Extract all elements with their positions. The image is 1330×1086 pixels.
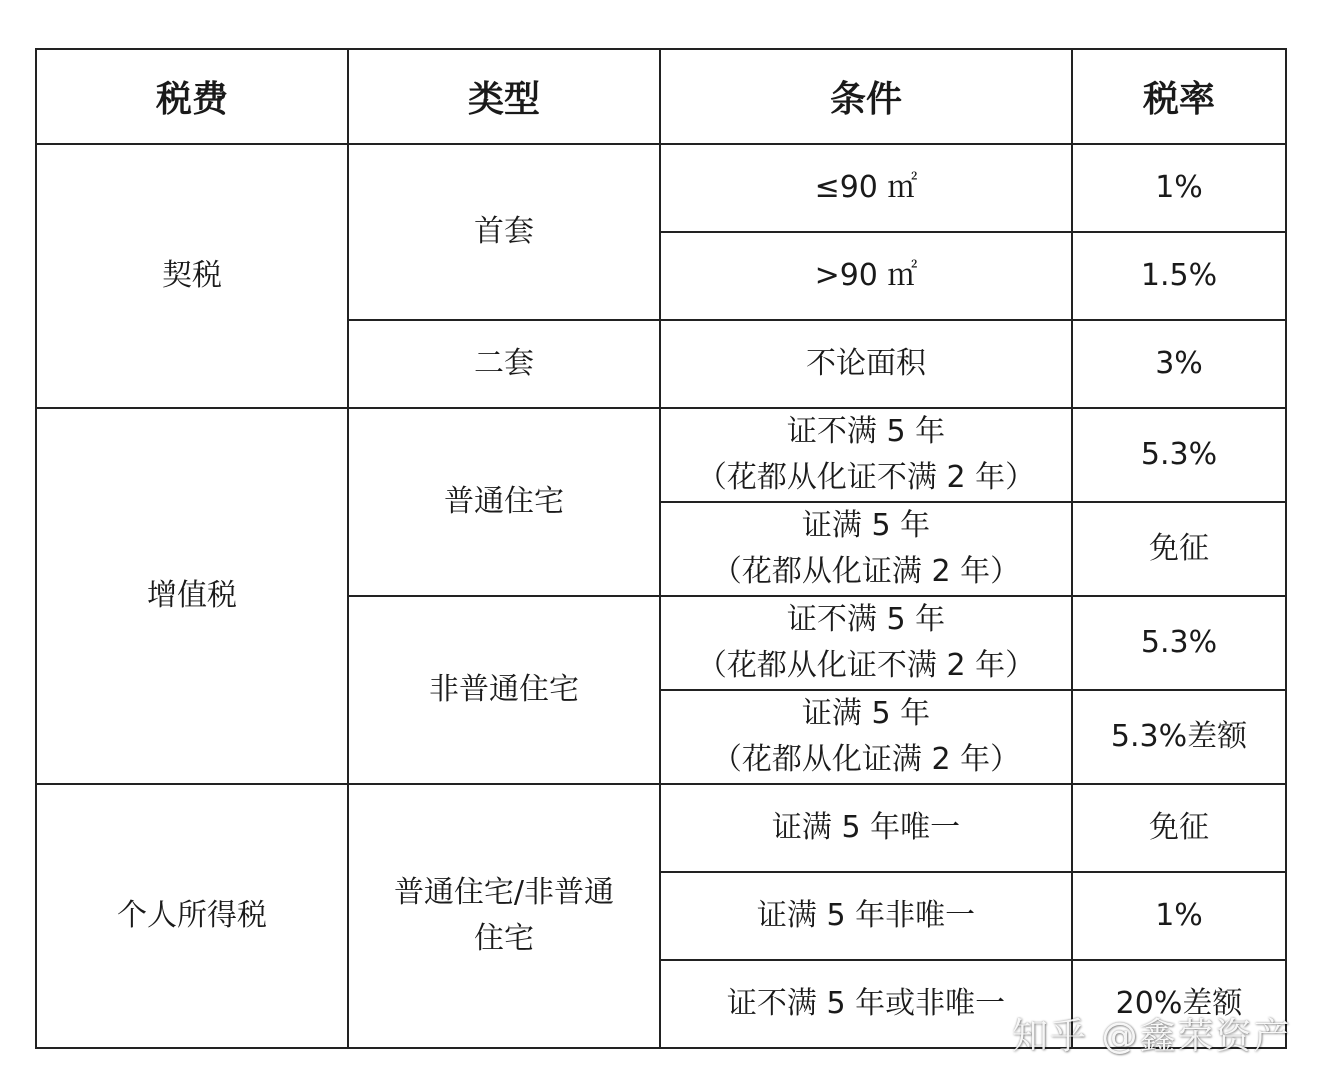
header-condition: 条件 bbox=[660, 49, 1072, 144]
condition-line: （花都从化证满 2 年） bbox=[711, 742, 1021, 777]
table-row bbox=[36, 784, 1286, 872]
header-type: 类型 bbox=[348, 49, 660, 144]
condition-cell bbox=[660, 690, 1072, 784]
rate-cell: 1.5% bbox=[1072, 232, 1286, 320]
condition-cell: 证不满 5 年或非唯一 bbox=[660, 960, 1072, 1048]
tax-rate-table bbox=[35, 48, 1287, 1049]
table-row bbox=[36, 144, 1286, 232]
rate-cell: 5.3% bbox=[1072, 596, 1286, 690]
condition-cell bbox=[660, 502, 1072, 596]
condition-line: 证满 5 年 bbox=[801, 696, 931, 731]
condition-line: 证不满 5 年 bbox=[786, 414, 946, 449]
condition-cell bbox=[660, 408, 1072, 502]
condition-line: 证满 5 年 bbox=[801, 508, 931, 543]
tax-name-deed: 契税 bbox=[36, 144, 348, 408]
header-tax: 税费 bbox=[36, 49, 348, 144]
tax-name-income: 个人所得税 bbox=[36, 784, 348, 1048]
watermark-text: 知乎 @鑫荣资产 bbox=[1012, 1016, 1292, 1057]
type-ordinary-non-ordinary bbox=[348, 784, 660, 1048]
condition-cell: 证满 5 年非唯一 bbox=[660, 872, 1072, 960]
condition-cell bbox=[660, 596, 1072, 690]
type-ordinary: 普通住宅 bbox=[348, 408, 660, 596]
condition-line: （花都从化证不满 2 年） bbox=[696, 648, 1036, 683]
header-rate: 税率 bbox=[1072, 49, 1286, 144]
rate-cell: 3% bbox=[1072, 320, 1286, 408]
condition-line: （花都从化证不满 2 年） bbox=[696, 460, 1036, 495]
type-second-home: 二套 bbox=[348, 320, 660, 408]
rate-cell: 免征 bbox=[1072, 784, 1286, 872]
rate-cell: 5.3%差额 bbox=[1072, 690, 1286, 784]
condition-cell: >90 ㎡ bbox=[660, 232, 1072, 320]
condition-cell: 证满 5 年唯一 bbox=[660, 784, 1072, 872]
type-line: 普通住宅/非普通 bbox=[393, 875, 615, 910]
header-row bbox=[36, 49, 1286, 144]
type-first-home: 首套 bbox=[348, 144, 660, 320]
rate-cell: 20%差额 bbox=[1072, 960, 1286, 1048]
condition-line: 证不满 5 年 bbox=[786, 602, 946, 637]
table-row bbox=[36, 408, 1286, 502]
condition-line: （花都从化证满 2 年） bbox=[711, 554, 1021, 589]
rate-cell: 免征 bbox=[1072, 502, 1286, 596]
type-line: 住宅 bbox=[474, 921, 534, 956]
rate-cell: 5.3% bbox=[1072, 408, 1286, 502]
tax-name-vat: 增值税 bbox=[36, 408, 348, 784]
condition-cell: 不论面积 bbox=[660, 320, 1072, 408]
rate-cell: 1% bbox=[1072, 144, 1286, 232]
condition-cell: ≤90 ㎡ bbox=[660, 144, 1072, 232]
rate-cell: 1% bbox=[1072, 872, 1286, 960]
type-non-ordinary: 非普通住宅 bbox=[348, 596, 660, 784]
